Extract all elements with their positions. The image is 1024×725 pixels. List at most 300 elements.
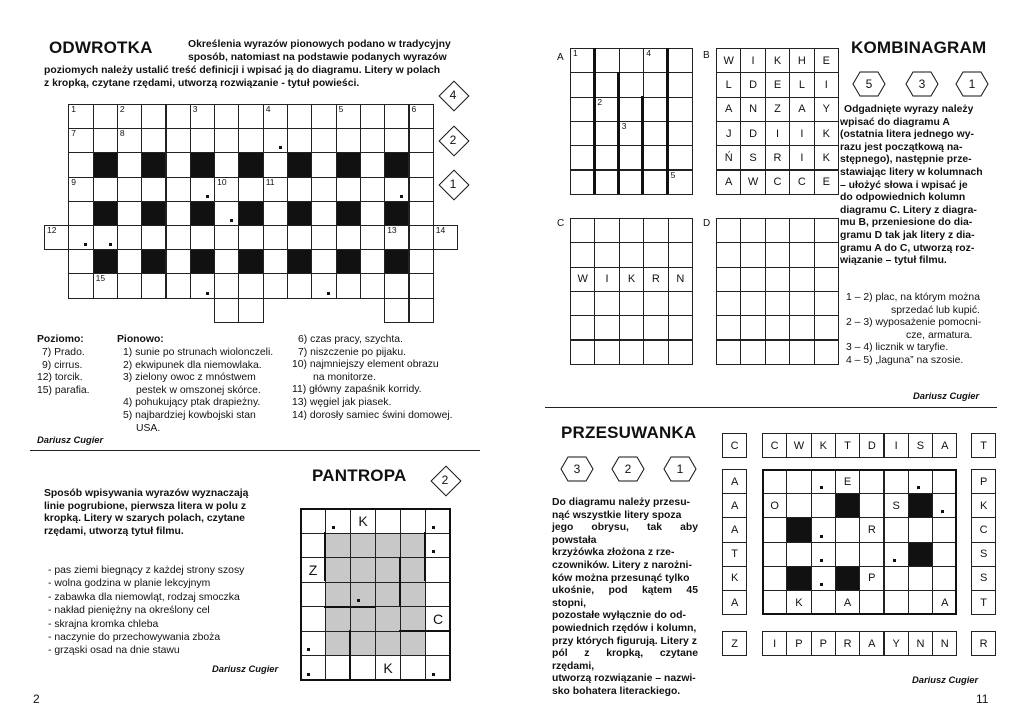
odwrotka-cell[interactable]	[117, 273, 142, 298]
odwrotka-cell[interactable]	[68, 201, 93, 226]
kombinagram-b-cell[interactable]	[740, 97, 765, 122]
odwrotka-cell[interactable]	[336, 104, 361, 129]
odwrotka-cell[interactable]	[166, 104, 191, 129]
kombinagram-a-cell[interactable]	[643, 121, 668, 146]
kombinagram-b-cell[interactable]	[789, 170, 814, 195]
kombinagram-d-cell[interactable]	[765, 340, 790, 365]
odwrotka-cell[interactable]	[93, 104, 118, 129]
odwrotka-cell[interactable]	[311, 152, 336, 177]
odwrotka-cell[interactable]	[238, 298, 263, 323]
przes-left-cell[interactable]	[722, 517, 747, 542]
odwrotka-cell[interactable]	[68, 225, 93, 250]
kombinagram-b-cell[interactable]	[814, 145, 839, 170]
pantropa-cell[interactable]	[300, 606, 326, 632]
kombinagram-b-cell[interactable]	[716, 72, 741, 97]
odwrotka-cell[interactable]	[190, 104, 215, 129]
przes-inner-cell[interactable]	[859, 469, 884, 494]
odwrotka-cell[interactable]	[409, 177, 434, 202]
przes-inner-cell[interactable]	[859, 590, 884, 615]
przes-right-cell[interactable]	[971, 469, 996, 494]
pantropa-cell[interactable]	[300, 655, 326, 681]
przes-inner-cell[interactable]	[762, 493, 787, 518]
kombinagram-d-cell[interactable]	[814, 291, 839, 316]
kombinagram-a-cell[interactable]	[594, 121, 619, 146]
odwrotka-cell[interactable]	[311, 273, 336, 298]
pantropa-cell[interactable]	[425, 582, 451, 608]
kombinagram-c-cell[interactable]	[570, 291, 595, 316]
kombinagram-c-cell[interactable]	[570, 242, 595, 267]
przes-inner-cell[interactable]	[859, 493, 884, 518]
przes-inner-cell[interactable]	[786, 590, 811, 615]
kombinagram-c-cell[interactable]	[643, 218, 668, 243]
odwrotka-cell[interactable]	[117, 249, 142, 274]
przes-inner-cell[interactable]	[786, 517, 811, 542]
przes-bottom-cell[interactable]	[884, 631, 909, 656]
odwrotka-cell[interactable]	[384, 273, 409, 298]
kombinagram-d-cell[interactable]	[765, 267, 790, 292]
kombinagram-a-cell[interactable]	[619, 72, 644, 97]
odwrotka-cell[interactable]	[190, 225, 215, 250]
odwrotka-cell[interactable]	[360, 225, 385, 250]
odwrotka-cell[interactable]	[311, 177, 336, 202]
odwrotka-cell[interactable]	[68, 104, 93, 129]
przes-inner-cell[interactable]	[762, 566, 787, 591]
przes-inner-cell[interactable]	[786, 542, 811, 567]
kombinagram-c-cell[interactable]	[594, 315, 619, 340]
kombinagram-b-cell[interactable]	[814, 121, 839, 146]
odwrotka-cell[interactable]	[263, 201, 288, 226]
przes-corner[interactable]	[722, 631, 747, 656]
kombinagram-d-cell[interactable]	[716, 242, 741, 267]
odwrotka-cell[interactable]	[238, 128, 263, 153]
przes-inner-cell[interactable]	[762, 469, 787, 494]
pantropa-cell[interactable]	[375, 631, 401, 657]
przes-inner-cell[interactable]	[762, 542, 787, 567]
przes-bottom-cell[interactable]	[762, 631, 787, 656]
kombinagram-a-cell[interactable]	[643, 145, 668, 170]
przes-inner-cell[interactable]	[811, 493, 836, 518]
kombinagram-a-cell[interactable]	[594, 97, 619, 122]
pantropa-cell[interactable]	[300, 582, 326, 608]
odwrotka-cell[interactable]	[409, 225, 434, 250]
pantropa-cell[interactable]	[425, 557, 451, 583]
kombinagram-b-cell[interactable]	[716, 121, 741, 146]
odwrotka-cell[interactable]	[214, 298, 239, 323]
pantropa-cell[interactable]	[400, 508, 426, 534]
kombinagram-c-cell[interactable]	[619, 267, 644, 292]
pantropa-cell[interactable]	[400, 582, 426, 608]
odwrotka-cell[interactable]	[311, 128, 336, 153]
kombinagram-a-cell[interactable]	[668, 97, 693, 122]
kombinagram-d-cell[interactable]	[765, 218, 790, 243]
odwrotka-cell[interactable]	[360, 201, 385, 226]
kombinagram-b-cell[interactable]	[716, 48, 741, 73]
przes-inner-cell[interactable]	[762, 517, 787, 542]
pantropa-cell[interactable]	[375, 557, 401, 583]
kombinagram-a-cell[interactable]	[570, 72, 595, 97]
odwrotka-cell[interactable]	[336, 177, 361, 202]
odwrotka-cell[interactable]	[360, 273, 385, 298]
odwrotka-cell[interactable]	[117, 104, 142, 129]
kombinagram-a-cell[interactable]	[668, 48, 693, 73]
odwrotka-cell[interactable]	[238, 273, 263, 298]
pantropa-cell[interactable]	[375, 508, 401, 534]
pantropa-cell[interactable]	[375, 533, 401, 559]
kombinagram-b-cell[interactable]	[740, 48, 765, 73]
przes-inner-cell[interactable]	[811, 542, 836, 567]
przes-corner[interactable]	[971, 631, 996, 656]
pantropa-cell[interactable]	[425, 508, 451, 534]
kombinagram-a-cell[interactable]	[594, 170, 619, 195]
odwrotka-cell[interactable]	[214, 104, 239, 129]
odwrotka-cell[interactable]	[166, 201, 191, 226]
odwrotka-cell[interactable]	[311, 249, 336, 274]
przes-inner-cell[interactable]	[884, 517, 909, 542]
pantropa-cell[interactable]	[350, 557, 376, 583]
pantropa-cell[interactable]	[325, 582, 351, 608]
odwrotka-cell[interactable]	[360, 104, 385, 129]
odwrotka-cell[interactable]	[93, 128, 118, 153]
odwrotka-cell[interactable]	[238, 249, 263, 274]
kombinagram-c-cell[interactable]	[668, 291, 693, 316]
kombinagram-b-cell[interactable]	[789, 121, 814, 146]
pantropa-cell[interactable]	[375, 655, 401, 681]
pantropa-cell[interactable]	[350, 582, 376, 608]
odwrotka-cell[interactable]	[384, 177, 409, 202]
przes-inner-cell[interactable]	[884, 493, 909, 518]
pantropa-cell[interactable]	[350, 508, 376, 534]
kombinagram-a-cell[interactable]	[594, 48, 619, 73]
kombinagram-d-cell[interactable]	[789, 340, 814, 365]
kombinagram-b-cell[interactable]	[789, 97, 814, 122]
odwrotka-cell[interactable]	[263, 152, 288, 177]
przes-top-cell[interactable]	[835, 433, 860, 458]
pantropa-cell[interactable]	[325, 508, 351, 534]
kombinagram-c-cell[interactable]	[570, 315, 595, 340]
przes-inner-cell[interactable]	[932, 493, 957, 518]
kombinagram-b-cell[interactable]	[740, 170, 765, 195]
kombinagram-a-cell[interactable]	[594, 72, 619, 97]
przes-top-cell[interactable]	[811, 433, 836, 458]
odwrotka-cell[interactable]	[360, 177, 385, 202]
kombinagram-b-cell[interactable]	[716, 97, 741, 122]
odwrotka-cell[interactable]	[214, 152, 239, 177]
pantropa-cell[interactable]	[325, 655, 351, 681]
przes-inner-cell[interactable]	[811, 566, 836, 591]
pantropa-cell[interactable]	[300, 508, 326, 534]
odwrotka-cell[interactable]	[409, 201, 434, 226]
przes-inner-cell[interactable]	[932, 590, 957, 615]
kombinagram-a-cell[interactable]	[643, 97, 668, 122]
kombinagram-b-cell[interactable]	[789, 145, 814, 170]
kombinagram-a-cell[interactable]	[570, 97, 595, 122]
przes-corner[interactable]	[971, 433, 996, 458]
przes-inner-cell[interactable]	[908, 469, 933, 494]
kombinagram-d-cell[interactable]	[716, 315, 741, 340]
odwrotka-cell[interactable]	[384, 225, 409, 250]
odwrotka-cell[interactable]	[141, 152, 166, 177]
kombinagram-c-cell[interactable]	[594, 291, 619, 316]
przes-right-cell[interactable]	[971, 590, 996, 615]
kombinagram-c-cell[interactable]	[619, 340, 644, 365]
odwrotka-cell[interactable]	[93, 152, 118, 177]
przes-inner-cell[interactable]	[859, 542, 884, 567]
kombinagram-d-cell[interactable]	[716, 218, 741, 243]
pantropa-cell[interactable]	[325, 631, 351, 657]
odwrotka-cell[interactable]	[68, 249, 93, 274]
kombinagram-c-cell[interactable]	[643, 242, 668, 267]
kombinagram-c-cell[interactable]	[643, 315, 668, 340]
kombinagram-a-cell[interactable]	[570, 170, 595, 195]
odwrotka-cell[interactable]	[214, 177, 239, 202]
przes-bottom-cell[interactable]	[908, 631, 933, 656]
odwrotka-cell[interactable]	[336, 273, 361, 298]
pantropa-cell[interactable]	[400, 631, 426, 657]
kombinagram-c-cell[interactable]	[668, 267, 693, 292]
przes-inner-cell[interactable]	[884, 542, 909, 567]
przes-top-cell[interactable]	[884, 433, 909, 458]
odwrotka-cell[interactable]	[93, 273, 118, 298]
kombinagram-c-cell[interactable]	[594, 340, 619, 365]
odwrotka-cell[interactable]	[190, 273, 215, 298]
odwrotka-cell[interactable]	[141, 201, 166, 226]
przes-inner-cell[interactable]	[811, 517, 836, 542]
przes-inner-cell[interactable]	[786, 566, 811, 591]
kombinagram-d-cell[interactable]	[789, 242, 814, 267]
kombinagram-b-cell[interactable]	[814, 97, 839, 122]
kombinagram-b-cell[interactable]	[765, 97, 790, 122]
odwrotka-cell[interactable]	[214, 273, 239, 298]
kombinagram-d-cell[interactable]	[740, 291, 765, 316]
przes-inner-cell[interactable]	[932, 517, 957, 542]
kombinagram-b-cell[interactable]	[716, 145, 741, 170]
kombinagram-b-cell[interactable]	[716, 170, 741, 195]
odwrotka-cell[interactable]	[68, 177, 93, 202]
odwrotka-cell[interactable]	[336, 128, 361, 153]
przes-inner-cell[interactable]	[884, 566, 909, 591]
kombinagram-d-cell[interactable]	[765, 242, 790, 267]
kombinagram-c-cell[interactable]	[668, 242, 693, 267]
odwrotka-cell[interactable]	[409, 152, 434, 177]
pantropa-cell[interactable]	[400, 655, 426, 681]
przes-right-cell[interactable]	[971, 493, 996, 518]
przes-right-cell[interactable]	[971, 542, 996, 567]
odwrotka-cell[interactable]	[336, 249, 361, 274]
odwrotka-cell[interactable]	[336, 225, 361, 250]
przes-inner-cell[interactable]	[762, 590, 787, 615]
kombinagram-c-cell[interactable]	[570, 218, 595, 243]
pantropa-cell[interactable]	[400, 557, 426, 583]
pantropa-cell[interactable]	[425, 533, 451, 559]
przes-left-cell[interactable]	[722, 493, 747, 518]
odwrotka-cell[interactable]	[93, 225, 118, 250]
przes-inner-cell[interactable]	[908, 493, 933, 518]
odwrotka-cell[interactable]	[190, 177, 215, 202]
odwrotka-cell[interactable]	[409, 273, 434, 298]
przes-bottom-cell[interactable]	[835, 631, 860, 656]
odwrotka-cell[interactable]	[287, 104, 312, 129]
kombinagram-c-cell[interactable]	[570, 267, 595, 292]
pantropa-cell[interactable]	[350, 655, 376, 681]
pantropa-cell[interactable]	[300, 533, 326, 559]
przes-inner-cell[interactable]	[835, 566, 860, 591]
odwrotka-cell[interactable]	[287, 273, 312, 298]
odwrotka-cell[interactable]	[117, 128, 142, 153]
pantropa-cell[interactable]	[425, 631, 451, 657]
odwrotka-cell[interactable]	[141, 128, 166, 153]
odwrotka-cell[interactable]	[214, 201, 239, 226]
kombinagram-a-cell[interactable]	[668, 145, 693, 170]
przes-inner-cell[interactable]	[884, 590, 909, 615]
kombinagram-d-cell[interactable]	[716, 291, 741, 316]
odwrotka-cell[interactable]	[384, 201, 409, 226]
kombinagram-c-cell[interactable]	[668, 315, 693, 340]
przes-inner-cell[interactable]	[908, 566, 933, 591]
kombinagram-a-cell[interactable]	[668, 121, 693, 146]
przes-inner-cell[interactable]	[859, 566, 884, 591]
odwrotka-cell[interactable]	[336, 201, 361, 226]
odwrotka-cell[interactable]	[263, 177, 288, 202]
odwrotka-cell[interactable]	[166, 177, 191, 202]
przes-inner-cell[interactable]	[908, 590, 933, 615]
odwrotka-cell[interactable]	[238, 152, 263, 177]
przes-top-cell[interactable]	[908, 433, 933, 458]
kombinagram-a-cell[interactable]	[643, 48, 668, 73]
odwrotka-cell[interactable]	[263, 225, 288, 250]
kombinagram-b-cell[interactable]	[789, 48, 814, 73]
odwrotka-cell[interactable]	[409, 128, 434, 153]
odwrotka-cell[interactable]	[238, 225, 263, 250]
odwrotka-cell[interactable]	[433, 225, 458, 250]
odwrotka-cell[interactable]	[166, 152, 191, 177]
kombinagram-d-cell[interactable]	[814, 315, 839, 340]
odwrotka-cell[interactable]	[141, 104, 166, 129]
przes-inner-cell[interactable]	[811, 469, 836, 494]
kombinagram-d-cell[interactable]	[814, 218, 839, 243]
odwrotka-cell[interactable]	[360, 249, 385, 274]
odwrotka-cell[interactable]	[263, 273, 288, 298]
kombinagram-b-cell[interactable]	[765, 170, 790, 195]
odwrotka-cell[interactable]	[409, 298, 434, 323]
kombinagram-d-cell[interactable]	[740, 315, 765, 340]
przes-inner-cell[interactable]	[835, 517, 860, 542]
odwrotka-cell[interactable]	[68, 128, 93, 153]
przes-inner-cell[interactable]	[835, 590, 860, 615]
odwrotka-cell[interactable]	[117, 152, 142, 177]
pantropa-cell[interactable]	[375, 582, 401, 608]
przes-inner-cell[interactable]	[786, 469, 811, 494]
odwrotka-cell[interactable]	[336, 152, 361, 177]
kombinagram-b-cell[interactable]	[789, 72, 814, 97]
pantropa-cell[interactable]	[350, 606, 376, 632]
odwrotka-cell[interactable]	[93, 249, 118, 274]
odwrotka-cell[interactable]	[311, 201, 336, 226]
kombinagram-d-cell[interactable]	[765, 315, 790, 340]
przes-top-cell[interactable]	[786, 433, 811, 458]
kombinagram-d-cell[interactable]	[789, 315, 814, 340]
przes-right-cell[interactable]	[971, 517, 996, 542]
kombinagram-c-cell[interactable]	[619, 218, 644, 243]
odwrotka-cell[interactable]	[93, 177, 118, 202]
kombinagram-c-cell[interactable]	[619, 242, 644, 267]
przes-bottom-cell[interactable]	[786, 631, 811, 656]
kombinagram-b-cell[interactable]	[814, 170, 839, 195]
kombinagram-c-cell[interactable]	[668, 218, 693, 243]
odwrotka-cell[interactable]	[384, 104, 409, 129]
kombinagram-c-cell[interactable]	[619, 315, 644, 340]
kombinagram-a-cell[interactable]	[619, 48, 644, 73]
przes-bottom-cell[interactable]	[811, 631, 836, 656]
odwrotka-cell[interactable]	[360, 152, 385, 177]
kombinagram-c-cell[interactable]	[668, 340, 693, 365]
przes-bottom-cell[interactable]	[859, 631, 884, 656]
odwrotka-cell[interactable]	[238, 201, 263, 226]
przes-top-cell[interactable]	[932, 433, 957, 458]
pantropa-cell[interactable]	[300, 557, 326, 583]
przes-inner-cell[interactable]	[932, 469, 957, 494]
kombinagram-c-cell[interactable]	[594, 242, 619, 267]
odwrotka-cell[interactable]	[360, 128, 385, 153]
kombinagram-c-cell[interactable]	[570, 340, 595, 365]
odwrotka-cell[interactable]	[287, 177, 312, 202]
przes-top-cell[interactable]	[859, 433, 884, 458]
odwrotka-cell[interactable]	[44, 225, 69, 250]
kombinagram-c-cell[interactable]	[643, 291, 668, 316]
kombinagram-b-cell[interactable]	[740, 72, 765, 97]
kombinagram-d-cell[interactable]	[814, 340, 839, 365]
kombinagram-d-cell[interactable]	[740, 218, 765, 243]
przes-right-cell[interactable]	[971, 566, 996, 591]
kombinagram-a-cell[interactable]	[570, 145, 595, 170]
pantropa-cell[interactable]	[300, 631, 326, 657]
kombinagram-c-cell[interactable]	[594, 267, 619, 292]
kombinagram-c-cell[interactable]	[619, 291, 644, 316]
przes-top-cell[interactable]	[762, 433, 787, 458]
odwrotka-cell[interactable]	[287, 225, 312, 250]
odwrotka-cell[interactable]	[190, 128, 215, 153]
kombinagram-d-cell[interactable]	[789, 291, 814, 316]
odwrotka-cell[interactable]	[214, 249, 239, 274]
odwrotka-cell[interactable]	[166, 273, 191, 298]
kombinagram-a-cell[interactable]	[570, 48, 595, 73]
przes-inner-cell[interactable]	[884, 469, 909, 494]
przes-inner-cell[interactable]	[932, 542, 957, 567]
kombinagram-b-cell[interactable]	[740, 145, 765, 170]
odwrotka-cell[interactable]	[68, 152, 93, 177]
pantropa-cell[interactable]	[425, 606, 451, 632]
przes-left-cell[interactable]	[722, 566, 747, 591]
odwrotka-cell[interactable]	[93, 201, 118, 226]
kombinagram-d-cell[interactable]	[814, 242, 839, 267]
odwrotka-cell[interactable]	[263, 104, 288, 129]
odwrotka-cell[interactable]	[214, 128, 239, 153]
kombinagram-c-cell[interactable]	[643, 340, 668, 365]
przes-inner-cell[interactable]	[908, 542, 933, 567]
przes-corner[interactable]	[722, 433, 747, 458]
przes-left-cell[interactable]	[722, 542, 747, 567]
pantropa-cell[interactable]	[375, 606, 401, 632]
odwrotka-cell[interactable]	[311, 225, 336, 250]
pantropa-cell[interactable]	[425, 655, 451, 681]
kombinagram-d-cell[interactable]	[765, 291, 790, 316]
odwrotka-cell[interactable]	[384, 298, 409, 323]
kombinagram-b-cell[interactable]	[765, 48, 790, 73]
pantropa-cell[interactable]	[325, 606, 351, 632]
kombinagram-a-cell[interactable]	[643, 72, 668, 97]
przes-left-cell[interactable]	[722, 590, 747, 615]
kombinagram-a-cell[interactable]	[570, 121, 595, 146]
kombinagram-d-cell[interactable]	[789, 267, 814, 292]
